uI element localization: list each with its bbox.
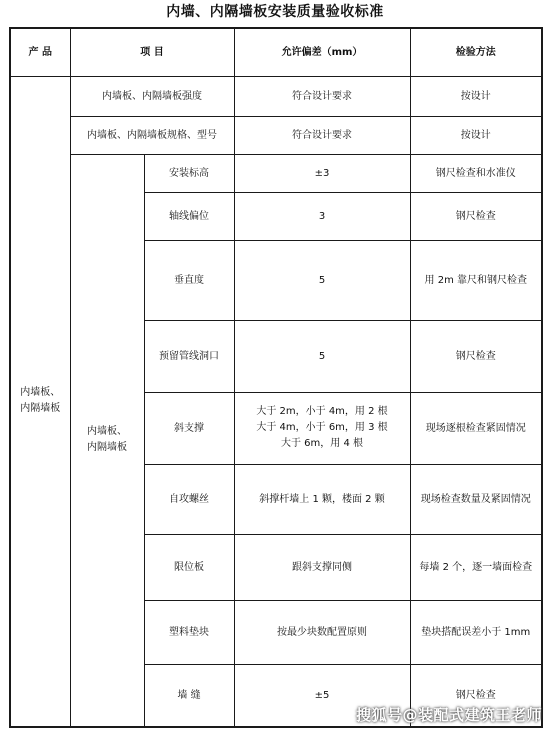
method-cell: 按设计 bbox=[410, 116, 542, 154]
method-cell: 钢尺检查 bbox=[410, 664, 542, 727]
product-cell: 内墙板、 内隔墙板 bbox=[10, 76, 70, 727]
header-tolerance: 允许偏差（mm） bbox=[234, 28, 410, 76]
method-cell: 按设计 bbox=[410, 76, 542, 116]
item-cell: 自攻螺丝 bbox=[144, 464, 234, 534]
method-cell: 钢尺检查和水准仪 bbox=[410, 154, 542, 192]
table-row bbox=[10, 154, 542, 192]
acceptance-standard-table bbox=[9, 27, 543, 728]
item-cell: 预留管线洞口 bbox=[144, 320, 234, 392]
tolerance-cell: 跟斜支撑同侧 bbox=[234, 534, 410, 600]
method-cell: 钢尺检查 bbox=[410, 320, 542, 392]
tolerance-cell: 5 bbox=[234, 240, 410, 320]
tolerance-cell: ±5 bbox=[234, 664, 410, 727]
tolerance-cell: ±3 bbox=[234, 154, 410, 192]
header-method: 检验方法 bbox=[410, 28, 542, 76]
watermark: 搜狐号@装配式建筑王老师 bbox=[355, 706, 542, 724]
tolerance-cell: 斜撑杆墙上 1 颗，楼面 2 颗 bbox=[234, 464, 410, 534]
item-cell: 墙 缝 bbox=[144, 664, 234, 727]
group-cell: 内墙板、 内隔墙板 bbox=[70, 154, 144, 727]
item-cell: 安装标高 bbox=[144, 154, 234, 192]
item-cell: 塑料垫块 bbox=[144, 600, 234, 664]
header-item: 项 目 bbox=[70, 28, 234, 76]
table-row bbox=[10, 76, 542, 116]
page-title: 内墙、内隔墙板安装质量验收标准 bbox=[166, 4, 384, 20]
tolerance-cell: 大于 2m，小于 4m，用 2 根 大于 4m，小于 6m，用 3 根 大于 6m，用 4 根 bbox=[234, 392, 410, 464]
method-cell: 现场逐根检查紧固情况 bbox=[410, 392, 542, 464]
method-cell: 每墙 2 个，逐一墙面检查 bbox=[410, 534, 542, 600]
tolerance-cell: 5 bbox=[234, 320, 410, 392]
table-row bbox=[10, 116, 542, 154]
tolerance-cell: 符合设计要求 bbox=[234, 116, 410, 154]
item-cell: 垂直度 bbox=[144, 240, 234, 320]
header-product: 产 品 bbox=[10, 28, 70, 76]
tolerance-cell: 3 bbox=[234, 192, 410, 240]
method-cell: 现场检查数量及紧固情况 bbox=[410, 464, 542, 534]
item-cell: 内墙板、内隔墙板强度 bbox=[70, 76, 234, 116]
item-cell: 轴线偏位 bbox=[144, 192, 234, 240]
table-header-row bbox=[10, 28, 542, 76]
item-cell: 限位板 bbox=[144, 534, 234, 600]
method-cell: 用 2m 靠尺和钢尺检查 bbox=[410, 240, 542, 320]
tolerance-cell: 按最少块数配置原则 bbox=[234, 600, 410, 664]
tolerance-cell: 符合设计要求 bbox=[234, 76, 410, 116]
item-cell: 内墙板、内隔墙板规格、型号 bbox=[70, 116, 234, 154]
method-cell: 钢尺检查 bbox=[410, 192, 542, 240]
method-cell: 垫块搭配误差小于 1mm bbox=[410, 600, 542, 664]
item-cell: 斜支撑 bbox=[144, 392, 234, 464]
